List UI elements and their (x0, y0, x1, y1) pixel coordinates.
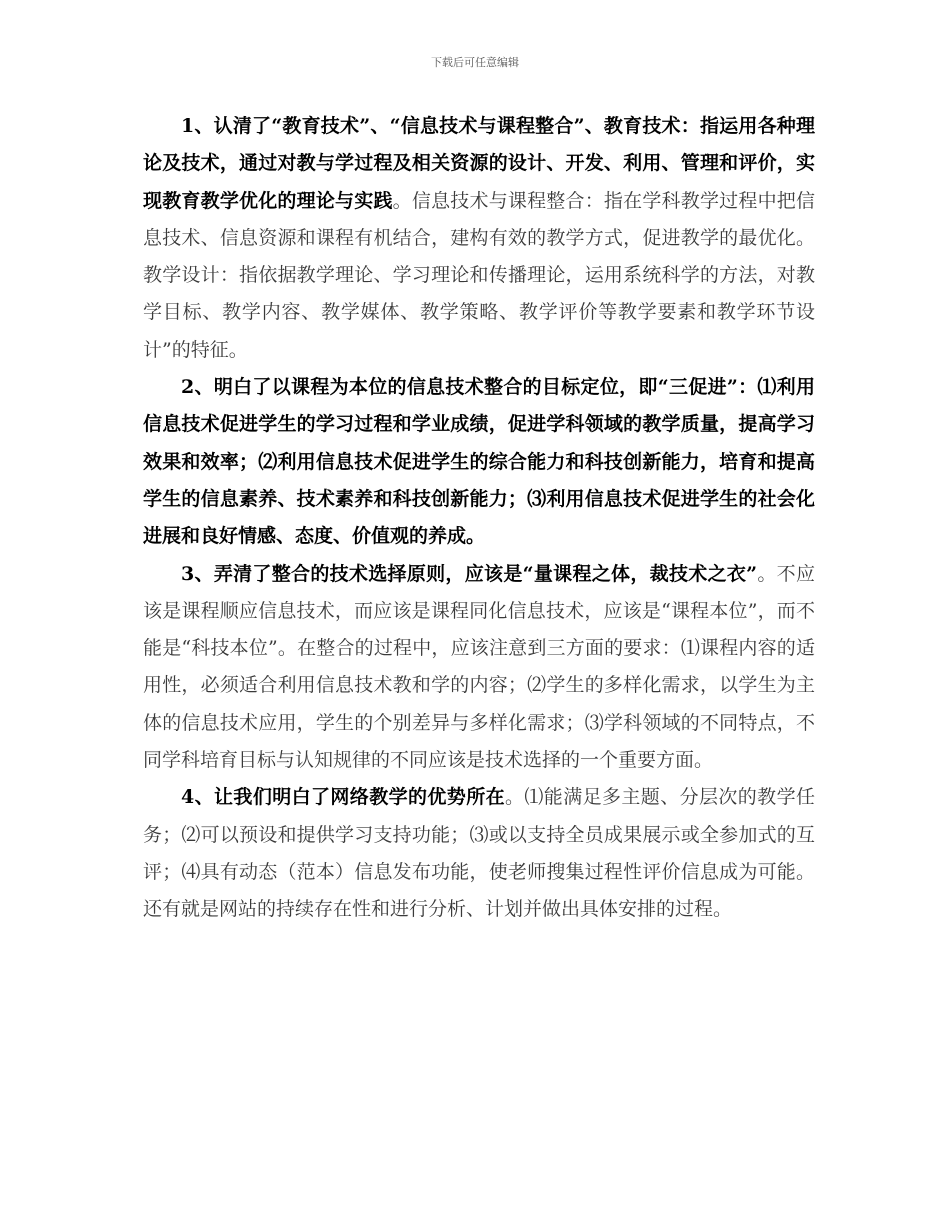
document-body (143, 108, 815, 929)
paragraph-4 (143, 779, 815, 928)
paragraph-1-normal-run: 。信息技术与课程整合：指在学科教学过程中把信息技术、信息资源和课程有机结合，建构有效的教学方式，促进教学的最优化。教学设计：指依据教学理论、学习理论和传播理论，运用系统科学的方法，对教学目标、教学内容、教学媒体、教学策略、教学评价等教学要素和教学环节设计”的特征。 (143, 189, 815, 361)
paragraph-3 (143, 556, 815, 780)
page-header: 下载后可任意编辑 (431, 56, 519, 69)
paragraph-2-bold-run: 2、明白了以课程为本位的信息技术整合的目标定位，即“三促进”：⑴利用信息技术促进学生的学习过程和学业成绩，促进学科领域的教学质量，提高学习效果和效率；⑵利用信息技术促进学生的综合能力和科技创新能力，培育和提高学生的信息素养、技术素养和科技创新能力；⑶利用信息技术促进学生的社会化进展和良好情感、态度、价值观的养成。 (143, 376, 815, 548)
paragraph-4-bold-run: 4、让我们明白了网络教学的优势所在 (181, 786, 505, 809)
paragraph-1-bold-run: 1、认清了“教育技术”、“信息技术与课程整合”、教育技术：指运用各种理论及技术，通过对教与学过程及相关资源的设计、开发、利用、管理和评价，实现教育教学优化的理论与实践 (143, 115, 815, 212)
paragraph-3-normal-run: 。不应该是课程顺应信息技术，而应该是课程同化信息技术，应该是“课程本位”，而不能是“科技本位”。在整合的过程中，应该注意到三方面的要求：⑴课程内容的适用性，必须适合利用信息技术教和学的内容；⑵学生的多样化需求，以学生为主体的信息技术应用，学生的个别差异与多样化需求；⑶学科领域的不同特点，不同学科培育目标与认知规律的不同应该是技术选择的一个重要方面。 (143, 562, 815, 772)
paragraph-3-bold-run: 3、弄清了整合的技术选择原则，应该是“量课程之体，裁技术之衣” (181, 562, 758, 585)
paragraph-4-normal-run: 。⑴能满足多主题、分层次的教学任务；⑵可以预设和提供学习支持功能；⑶或以支持全员成果展示或全参加式的互评；⑷具有动态（范本）信息发布功能，使老师搜集过程性评价信息成为可能。还有就是网站的持续存在性和进行分析、计划并做出具体安排的过程。 (143, 786, 815, 921)
paragraph-2 (143, 369, 815, 555)
paragraph-1 (143, 108, 815, 369)
